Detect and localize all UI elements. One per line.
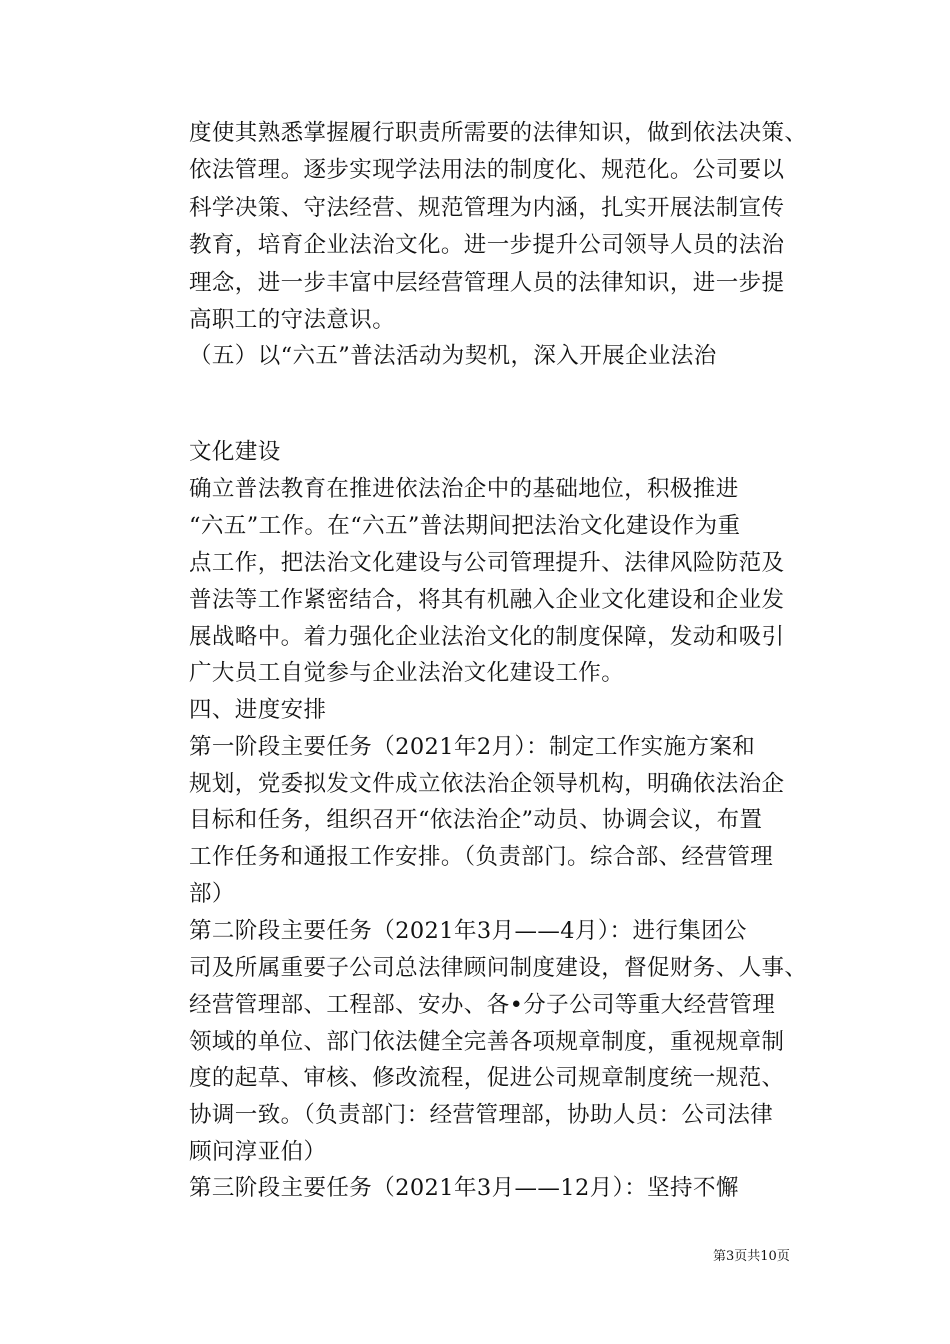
section-heading-line: 四、进度安排 — [189, 697, 327, 723]
paragraph-line: 部） — [189, 881, 235, 907]
paragraph-line: 目标和任务，组织召开“依法治企”动员、协调会议，布置 — [189, 807, 763, 833]
paragraph-line: 展战略中。着力强化企业法治文化的制度保障，发动和吸引 — [189, 624, 785, 650]
paragraph-line: 点工作，把法治文化建设与公司管理提升、法律风险防范及 — [189, 550, 785, 576]
paragraph-line: 经营管理部、工程部、安办、各•分子公司等重大经营管理 — [189, 992, 776, 1018]
paragraph-line: 依法管理。逐步实现学法用法的制度化、规范化。公司要以 — [189, 157, 785, 183]
paragraph-line: 理念，进一步丰富中层经营管理人员的法律知识，进一步提 — [189, 270, 785, 296]
paragraph-line: 普法等工作紧密结合，将其有机融入企业文化建设和企业发 — [189, 587, 785, 613]
paragraph-line: 第一阶段主要任务（2021年2月）：制定工作实施方案和 — [189, 734, 756, 760]
paragraph-line: 教育，培育企业法治文化。进一步提升公司领导人员的法治 — [189, 232, 785, 258]
paragraph-line: 科学决策、守法经营、规范管理为内涵，扎实开展法制宣传 — [189, 195, 785, 221]
paragraph-line: 确立普法教育在推进依法治企中的基础地位，积极推进 — [189, 476, 739, 502]
page-number-footer: 第3页共10页 — [713, 1249, 790, 1264]
paragraph-line: 第二阶段主要任务（2021年3月——4月）：进行集团公 — [189, 918, 747, 944]
paragraph-line: 度的起草、审核、修改流程，促进公司规章制度统一规范、 — [189, 1065, 785, 1091]
paragraph-line: 高职工的守法意识。 — [189, 307, 396, 333]
section-heading-line: （五）以“六五”普法活动为契机，深入开展企业法治 — [189, 343, 717, 369]
paragraph-line: 协调一致。（负责部门：经营管理部，协助人员：公司法律 — [189, 1102, 774, 1128]
paragraph-line: “六五”工作。在“六五”普法期间把法治文化建设作为重 — [189, 513, 741, 539]
section-heading-line: 文化建设 — [189, 439, 281, 465]
paragraph-line: 司及所属重要子公司总法律顾问制度建设，督促财务、人事、 — [189, 955, 808, 981]
paragraph-line: 领域的单位、部门依法健全完善各项规章制度，重视规章制 — [189, 1029, 785, 1055]
paragraph-line: 第三阶段主要任务（2021年3月——12月）：坚持不懈 — [189, 1175, 739, 1201]
paragraph-line: 工作任务和通报工作安排。（负责部门。综合部、经营管理 — [189, 844, 774, 870]
paragraph-line: 规划，党委拟发文件成立依法治企领导机构，明确依法治企 — [189, 771, 785, 797]
paragraph-line: 顾问淳亚伯） — [189, 1139, 327, 1165]
paragraph-line: 广大员工自觉参与企业法治文化建设工作。 — [189, 660, 625, 686]
paragraph-line: 度使其熟悉掌握履行职责所需要的法律知识，做到依法决策、 — [189, 120, 808, 146]
